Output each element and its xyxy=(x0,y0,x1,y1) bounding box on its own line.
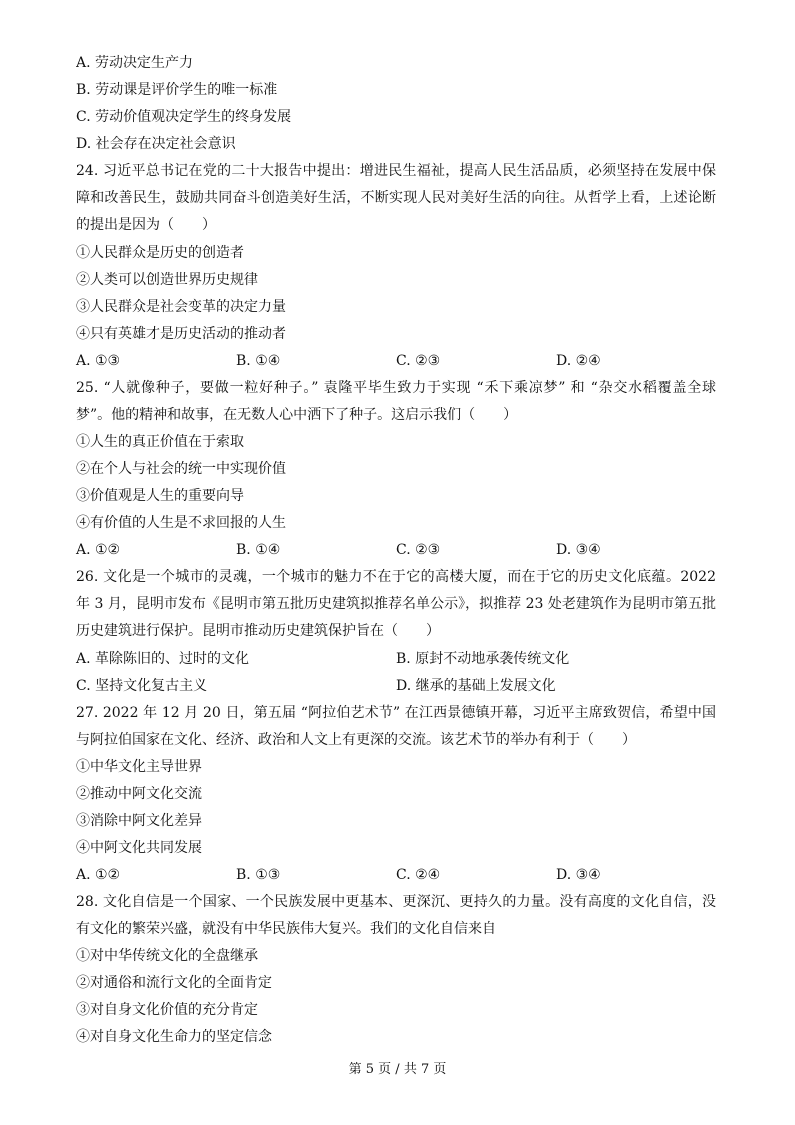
statement-4: ④中阿文化共同发展 xyxy=(76,840,202,857)
statement-3: ③对自身文化价值的充分肯定 xyxy=(76,1002,258,1019)
question-26 xyxy=(76,564,716,700)
statement-2: ②在个人与社会的统一中实现价值 xyxy=(76,461,286,478)
choice-a: A. ①③ xyxy=(76,352,121,369)
choice-a: A. 革除陈旧的、过时的文化 xyxy=(76,650,250,667)
choice-b: B. 原封不动地承袭传统文化 xyxy=(396,650,570,667)
option-a: A. 劳动决定生产力 xyxy=(76,55,194,71)
choice-b: B. ①③ xyxy=(236,867,281,884)
answer-choices-row-2 xyxy=(76,673,716,700)
question-25 xyxy=(76,375,716,564)
option-b: B. 劳动课是评价学生的唯一标准 xyxy=(76,82,278,98)
choice-b: B. ①④ xyxy=(236,542,281,559)
choice-c: C. ②③ xyxy=(396,542,441,559)
choice-d: D. ③④ xyxy=(556,542,601,559)
choice-c: C. 坚持文化复古主义 xyxy=(76,677,208,694)
choice-d: D. ②④ xyxy=(556,352,601,369)
exam-page-body xyxy=(76,50,716,1051)
answer-choices-row-1 xyxy=(76,646,716,673)
statement-1: ①对中华传统文化的全盘继承 xyxy=(76,948,258,965)
statement-2: ②推动中阿文化交流 xyxy=(76,786,202,803)
statement-3: ③人民群众是社会变革的决定力量 xyxy=(76,298,286,315)
statement-2: ②人类可以创造世界历史规律 xyxy=(76,271,258,288)
question-stem: 24. 习近平总书记在党的二十大报告中提出：增进民生福祉，提高人民生活品质，必须坚持在发展中保障和改善民生，鼓励共同奋斗创造美好生活，不断实现人民对美好生活的向往。从哲学上看，上述论断的提出是因为（ ） xyxy=(76,163,716,234)
question-28 xyxy=(76,889,716,1051)
question-stem: 27. 2022 年 12 月 20 日，第五届 “阿拉伯艺术节” 在江西景德镇开幕，习近平主席致贺信，希望中国与阿拉伯国家在文化、经济、政治和人文上有更深的交流。该艺术节的举办有利于（ ） xyxy=(76,704,716,748)
question-stem: 25. “人就像种子，要做一粒好种子。” 袁隆平毕生致力于实现 “禾下乘凉梦” 和 “杂交水稻覆盖全球梦”。他的精神和故事，在无数人心中洒下了种子。这启示我们（ ） xyxy=(76,379,716,423)
statement-4: ④对自身文化生命力的坚定信念 xyxy=(76,1029,272,1046)
choice-b: B. ①④ xyxy=(236,352,281,369)
page-number-footer: 第 5 页 / 共 7 页 xyxy=(348,1062,447,1077)
choice-c: C. ②④ xyxy=(396,867,441,884)
statement-3: ③价值观是人生的重要向导 xyxy=(76,488,244,505)
statement-1: ①人生的真正价值在于索取 xyxy=(76,434,244,451)
answer-choices xyxy=(76,862,716,889)
choice-a: A. ①② xyxy=(76,542,121,559)
statement-1: ①中华文化主导世界 xyxy=(76,759,202,776)
answer-choices xyxy=(76,537,716,564)
statement-4: ④只有英雄才是历史活动的推动者 xyxy=(76,325,286,342)
question-stem: 28. 文化自信是一个国家、一个民族发展中更基本、更深沉、更持久的力量。没有高度的文化自信，没有文化的繁荣兴盛，就没有中华民族伟大复兴。我们的文化自信来自 xyxy=(76,894,716,938)
choice-d: D. 继承的基础上发展文化 xyxy=(396,677,556,694)
option-d: D. 社会存在决定社会意识 xyxy=(76,136,236,152)
choice-d: D. ③④ xyxy=(556,867,601,884)
prev-question-options xyxy=(76,50,716,158)
statement-4: ④有价值的人生是不求回报的人生 xyxy=(76,515,286,532)
choice-a: A. ①② xyxy=(76,867,121,884)
statement-1: ①人民群众是历史的创造者 xyxy=(76,244,244,261)
answer-choices xyxy=(76,348,716,375)
question-24 xyxy=(76,158,716,375)
statement-2: ②对通俗和流行文化的全面肯定 xyxy=(76,975,272,992)
choice-c: C. ②③ xyxy=(396,352,441,369)
question-27 xyxy=(76,700,716,889)
question-stem: 26. 文化是一个城市的灵魂，一个城市的魅力不在于它的高楼大厦，而在于它的历史文化底蕴。2022 年 3 月，昆明市发布《昆明市第五批历史建筑拟推荐名单公示》，拟推荐 23 处老建筑作为昆明市第五批历史建筑进行保护。昆明市推动历史建筑保护旨在（ ） xyxy=(76,569,716,640)
option-c: C. 劳动价值观决定学生的终身发展 xyxy=(76,109,292,125)
statement-3: ③消除中阿文化差异 xyxy=(76,813,202,830)
